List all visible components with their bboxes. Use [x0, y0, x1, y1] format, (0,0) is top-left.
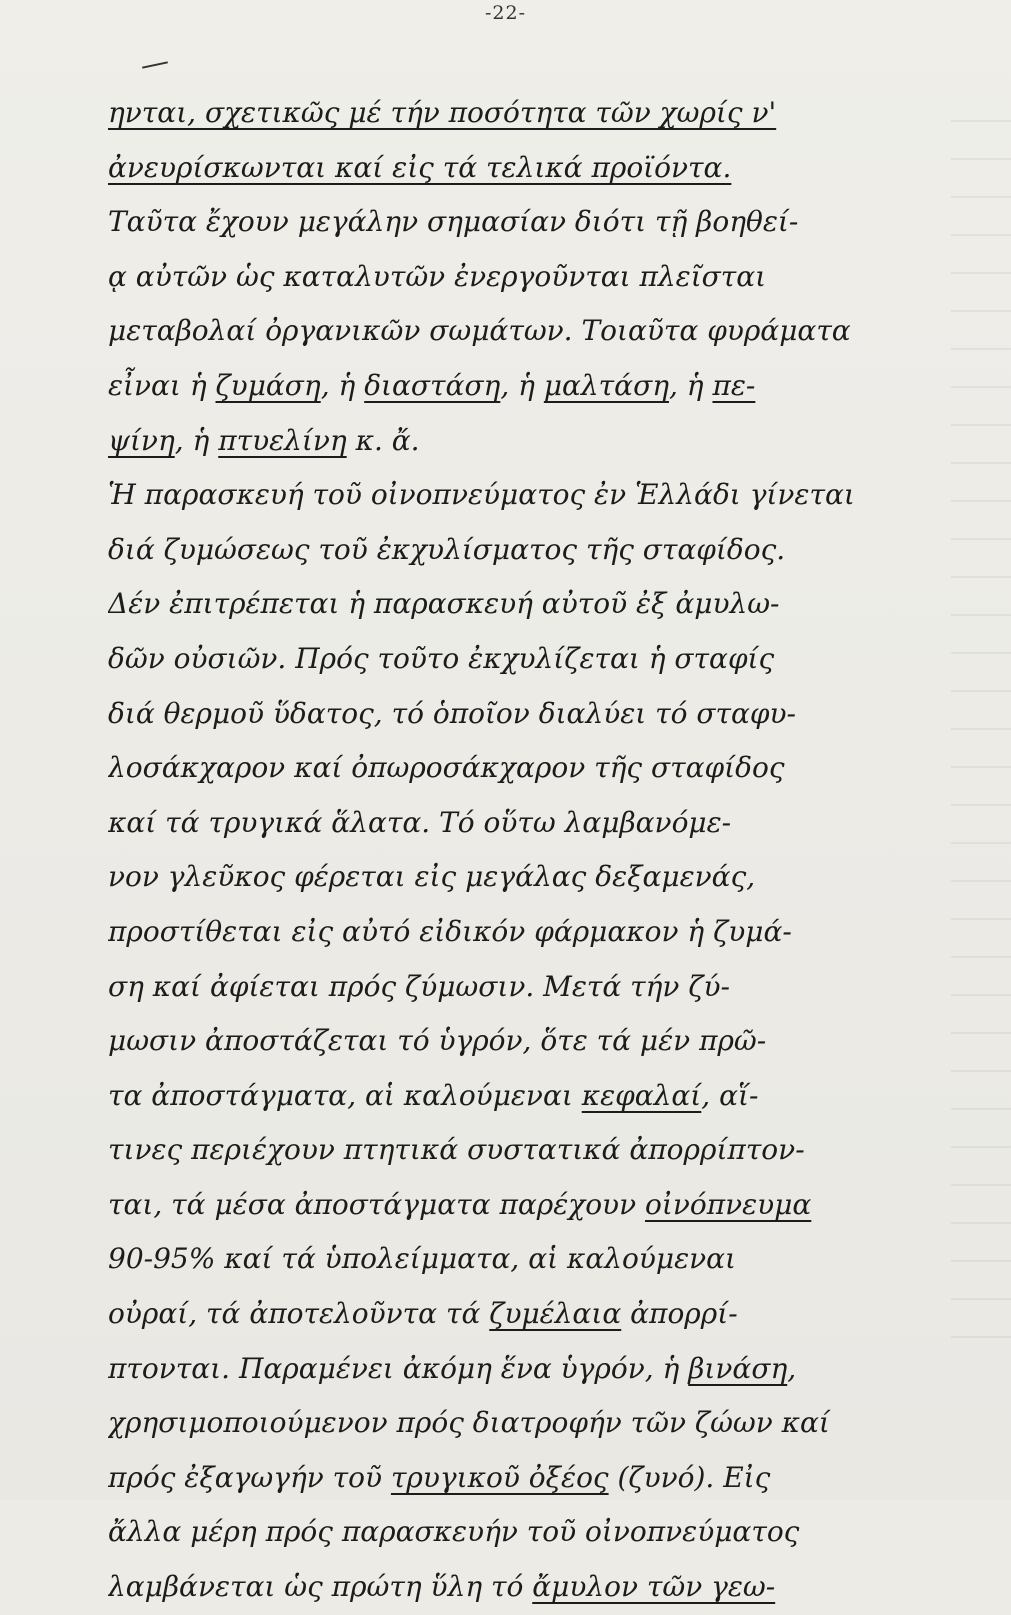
- underlined-term: ψίνη: [108, 423, 175, 457]
- text-line: [108, 1069, 948, 1124]
- text-segment: διά θερμοῦ ὕδατος, τό ὁποῖον διαλύει τό σταφυ-: [108, 696, 796, 730]
- text-line: [108, 687, 948, 742]
- underlined-term: πε-: [712, 368, 756, 402]
- text-segment: ,: [787, 1351, 797, 1385]
- underlined-term: τρυγικοῦ ὀξέος: [390, 1460, 609, 1494]
- text-segment: Δέν ἐπιτρέπεται ἡ παρασκευή αὐτοῦ ἐξ ἀμυλω-: [108, 587, 780, 621]
- bleed-through-shadow: [951, 120, 1011, 1340]
- underlined-term: πτυελίνη: [218, 423, 347, 457]
- text-line: [108, 304, 948, 359]
- text-line: [108, 741, 948, 796]
- text-segment: 90-95% καί τά ὑπολείμματα, αἱ καλούμεναι: [108, 1242, 737, 1276]
- text-segment: λαμβάνεται ὡς πρώτη ὕλη τό: [108, 1570, 533, 1604]
- text-segment: ἄλλα μέρη πρός παρασκευήν τοῦ οἰνοπνεύματος: [108, 1515, 800, 1549]
- underlined-term: ἀνευρίσκωνται καί εἰς τά τελικά προϊόντα.: [108, 150, 732, 184]
- text-line: [108, 1342, 948, 1397]
- text-line: [108, 1396, 948, 1451]
- text-line: [108, 1232, 948, 1287]
- text-segment: πρός ἐξαγωγήν τοῦ: [108, 1460, 391, 1494]
- text-segment: , ἡ: [174, 423, 219, 457]
- text-line: [108, 523, 948, 578]
- text-segment: (ζυνό). Εἰς: [608, 1460, 771, 1494]
- text-line: [108, 1178, 948, 1233]
- text-segment: καί τά τρυγικά ἅλατα. Τό οὕτω λαμβανόμε-: [108, 805, 732, 839]
- text-segment: , ἡ: [320, 368, 365, 402]
- text-line: [108, 850, 948, 905]
- text-segment: ᾳ αὐτῶν ὡς καταλυτῶν ἐνεργοῦνται πλεῖσται: [108, 259, 767, 293]
- text-line: [108, 141, 948, 196]
- underlined-term: βινάση: [688, 1351, 788, 1385]
- text-segment: , ἡ: [500, 368, 544, 402]
- text-segment: τινες περιέχουν πτητικά συστατικά ἀπορρίπτον-: [108, 1133, 805, 1167]
- text-line: [108, 632, 948, 687]
- text-segment: Ἡ παρασκευή τοῦ οἰνοπνεύματος ἐν Ἑλλάδι γίνεται: [108, 478, 855, 512]
- text-segment: τα ἀποστάγματα, αἱ καλούμεναι: [108, 1078, 582, 1112]
- underlined-term: διαστάση: [364, 368, 501, 402]
- text-segment: χρησιμοποιούμενον πρός διατροφήν τῶν ζώων καί: [108, 1406, 830, 1440]
- text-line: [108, 250, 948, 305]
- text-segment: λοσάκχαρον καί ὀπωροσάκχαρον τῆς σταφίδος: [108, 751, 785, 785]
- text-line: [108, 1014, 948, 1069]
- underlined-term: οἰνόπνευμα: [645, 1187, 812, 1221]
- text-line: [108, 195, 948, 250]
- text-line: [108, 796, 948, 851]
- text-segment: πτονται. Παραμένει ἀκόμη ἕνα ὑγρόν, ἡ: [108, 1351, 689, 1385]
- underlined-term: κεφαλαί: [581, 1078, 702, 1112]
- text-line: [108, 960, 948, 1015]
- pen-mark: [142, 61, 168, 68]
- text-segment: ται, τά μέσα ἀποστάγματα παρέχουν: [108, 1187, 646, 1221]
- text-segment: εἶναι ἡ: [108, 368, 216, 402]
- text-line: [108, 86, 948, 141]
- text-line: [108, 1123, 948, 1178]
- text-segment: δῶν οὐσιῶν. Πρός τοῦτο ἐκχυλίζεται ἡ σταφίς: [108, 641, 775, 675]
- text-line: [108, 1505, 948, 1560]
- text-line: [108, 905, 948, 960]
- text-segment: Ταῦτα ἔχουν μεγάλην σημασίαν διότι τῇ βοηθεί-: [108, 205, 799, 239]
- text-segment: , αἵ-: [701, 1078, 759, 1112]
- underlined-term: μαλτάση: [543, 368, 669, 402]
- text-segment: ἀπορρί-: [621, 1297, 738, 1331]
- underlined-term: ζυμέλαια: [489, 1297, 622, 1331]
- text-segment: , ἡ: [668, 368, 713, 402]
- text-line: [108, 1560, 948, 1615]
- text-segment: νον γλεῦκος φέρεται εἰς μεγάλας δεξαμενάς,: [108, 860, 756, 894]
- text-line: [108, 359, 948, 414]
- text-segment: διά ζυμώσεως τοῦ ἐκχυλίσματος τῆς σταφίδος.: [108, 532, 786, 566]
- handwritten-text-block: [108, 86, 948, 1615]
- text-line: [108, 1287, 948, 1342]
- text-line: [108, 1451, 948, 1506]
- underlined-term: ἄμυλον τῶν γεω-: [532, 1570, 776, 1604]
- text-line: [108, 468, 948, 523]
- text-segment: μωσιν ἀποστάζεται τό ὑγρόν, ὅτε τά μέν πρῶ-: [108, 1024, 767, 1058]
- page-number: -22-: [484, 2, 527, 24]
- text-line: [108, 577, 948, 632]
- text-segment: ση καί ἀφίεται πρός ζύμωσιν. Μετά τήν ζύ-: [108, 969, 731, 1003]
- text-line: [108, 414, 948, 469]
- text-segment: μεταβολαί ὀργανικῶν σωμάτων. Τοιαῦτα φυράματα: [108, 314, 851, 348]
- underlined-term: ηνται, σχετικῶς μέ τήν ποσότητα τῶν χωρίς ν': [108, 96, 777, 129]
- text-segment: κ. ἄ.: [346, 423, 420, 457]
- text-segment: οὐραί, τά ἀποτελοῦντα τά: [108, 1297, 490, 1331]
- text-segment: προστίθεται εἰς αὐτό εἰδικόν φάρμακον ἡ ζυμά-: [108, 914, 792, 948]
- underlined-term: ζυμάση: [215, 368, 321, 402]
